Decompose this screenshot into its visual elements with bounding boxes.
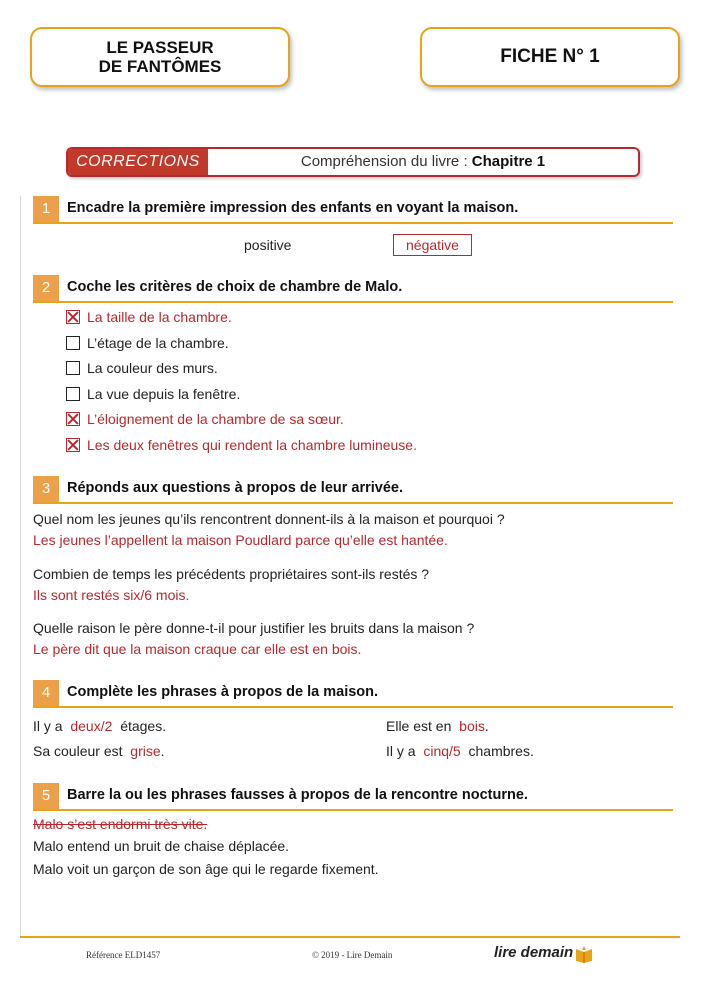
sentence-color bbox=[33, 743, 165, 759]
sentence-prefix: Il y a bbox=[386, 743, 416, 759]
question-5-number: 5 bbox=[33, 783, 59, 809]
corrections-banner bbox=[66, 147, 640, 177]
answer-text: Les jeunes l’appellent la maison Poudlard parce qu’elle est hantée. bbox=[33, 532, 448, 548]
answer-color: grise bbox=[130, 743, 161, 759]
question-2-header bbox=[33, 275, 673, 303]
sentence-material bbox=[386, 718, 489, 734]
book-title-line2: DE FANTÔMES bbox=[98, 57, 222, 76]
question-4-title: Complète les phrases à propos de la maison. bbox=[67, 684, 379, 700]
question-text: Quelle raison le père donne-t-il pour justifier les bruits dans la maison ? bbox=[33, 620, 475, 636]
checkbox-wall-color[interactable] bbox=[66, 361, 80, 375]
answer-text: Le père dit que la maison craque car elle est en bois. bbox=[33, 641, 362, 657]
question-text: Combien de temps les précédents propriétaires sont-ils restés ? bbox=[33, 566, 430, 582]
sentence-prefix: Il y a bbox=[33, 718, 63, 734]
sentence-suffix: . bbox=[484, 718, 489, 734]
answer-rooms: cinq/5 bbox=[423, 743, 461, 759]
chapter-label: Chapitre 1 bbox=[471, 153, 546, 170]
footer-rule bbox=[20, 936, 680, 938]
question-text: Quel nom les jeunes qu’ils rencontrent donnent-ils à la maison et pourquoi ? bbox=[33, 511, 505, 527]
checkbox-room-size[interactable] bbox=[66, 310, 80, 324]
answer-floors: deux/2 bbox=[70, 718, 113, 734]
question-1-header bbox=[33, 196, 673, 224]
sentence-suffix: . bbox=[160, 743, 165, 759]
footer-copyright: © 2019 - Lire Demain bbox=[312, 950, 393, 960]
book-title-line1: LE PASSEUR bbox=[106, 38, 214, 57]
option-negative-circled: négative bbox=[393, 234, 472, 256]
subject-label: Compréhension du livre : bbox=[300, 153, 472, 170]
criterion-label: L’étage de la chambre. bbox=[87, 335, 229, 351]
answer-material: bois bbox=[459, 718, 485, 734]
question-3-header bbox=[33, 476, 673, 504]
true-sentence: Malo voit un garçon de son âge qui le regarde fixement. bbox=[33, 861, 379, 877]
question-1-number: 1 bbox=[33, 196, 59, 222]
question-4-number: 4 bbox=[33, 680, 59, 706]
criterion-label: L’éloignement de la chambre de sa sœur. bbox=[87, 411, 344, 427]
question-2-title: Coche les critères de choix de chambre de Malo. bbox=[67, 279, 403, 295]
banner-subject bbox=[208, 149, 638, 175]
question-2-number: 2 bbox=[33, 275, 59, 301]
question-5-header bbox=[33, 783, 673, 811]
fiche-number: FICHE N° 1 bbox=[500, 46, 600, 67]
checkbox-room-floor[interactable] bbox=[66, 336, 80, 350]
criterion-label: La vue depuis la fenêtre. bbox=[87, 386, 241, 402]
sentence-suffix: chambres. bbox=[468, 743, 534, 759]
question-5-title: Barre la ou les phrases fausses à propos de la rencontre nocturne. bbox=[67, 787, 528, 803]
sentence-floors bbox=[33, 718, 166, 734]
question-3-title: Réponds aux questions à propos de leur arrivée. bbox=[67, 480, 404, 496]
book-logo-icon bbox=[574, 944, 594, 964]
sentence-rooms bbox=[386, 743, 534, 759]
checkbox-window-view[interactable] bbox=[66, 387, 80, 401]
book-title-box bbox=[30, 27, 290, 87]
answer-text: Ils sont restés six/6 mois. bbox=[33, 587, 190, 603]
true-sentence: Malo entend un bruit de chaise déplacée. bbox=[33, 838, 290, 854]
false-sentence-struck: Malo s’est endormi très vite. bbox=[33, 816, 208, 832]
corrections-tag: CORRECTIONS bbox=[68, 149, 208, 175]
criterion-label: Les deux fenêtres qui rendent la chambre lumineuse. bbox=[87, 437, 417, 453]
criterion-label: La couleur des murs. bbox=[87, 360, 218, 376]
option-positive: positive bbox=[244, 237, 292, 253]
checkbox-two-windows[interactable] bbox=[66, 438, 80, 452]
left-margin-rule bbox=[20, 196, 21, 936]
sentence-prefix: Sa couleur est bbox=[33, 743, 123, 759]
sentence-suffix: étages. bbox=[120, 718, 167, 734]
criterion-label: La taille de la chambre. bbox=[87, 309, 232, 325]
question-4-header bbox=[33, 680, 673, 708]
lire-demain-logo: lire demain bbox=[494, 944, 574, 961]
checkbox-distance-sister[interactable] bbox=[66, 412, 80, 426]
footer-reference: Référence ELD1457 bbox=[86, 950, 161, 960]
fiche-number-box bbox=[420, 27, 680, 87]
question-3-number: 3 bbox=[33, 476, 59, 502]
question-1-title: Encadre la première impression des enfants en voyant la maison. bbox=[67, 200, 519, 216]
sentence-prefix: Elle est en bbox=[386, 718, 452, 734]
